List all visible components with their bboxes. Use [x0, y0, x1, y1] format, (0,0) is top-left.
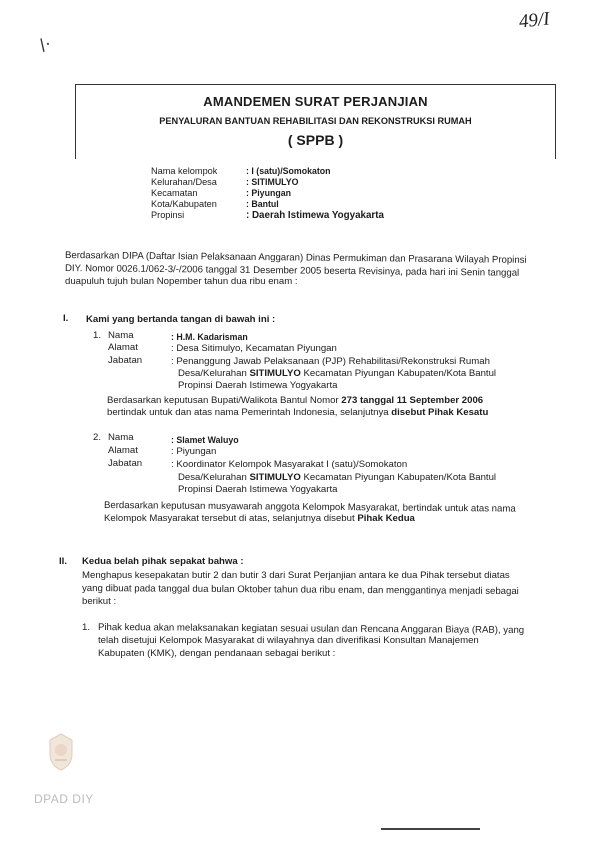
party-1-jabatan-line-2: Desa/Kelurahan SITIMULYO Kecamatan Piyungan Kabupaten/Kota Bantul — [178, 368, 497, 379]
party-2-jabatan-label: Jabatan — [108, 458, 143, 469]
document-subtitle: PENYALURAN BANTUAN REHABILITASI DAN REKONSTRUKSI RUMAH — [159, 116, 472, 126]
identity-label: Nama kelompok — [151, 166, 218, 176]
identity-label: Propinsi — [151, 210, 185, 220]
party-1-alamat-label: Alamat — [108, 342, 138, 353]
section-1-heading: Kami yang bertanda tangan di bawah ini : — [86, 314, 276, 325]
item-1-line-1: Pihak kedua akan melaksanakan kegiatan sesuai usulan dan Rencana Anggaran Biaya (RAB), yang — [97, 622, 525, 636]
party-2-jabatan-line-2: Desa/Kelurahan SITIMULYO Kecamatan Piyungan Kabupaten/Kota Bantul — [178, 472, 497, 483]
section-1-number: I. — [63, 313, 69, 324]
party-2-jabatan-value: : Koordinator Kelompok Masyarakat I (satu)/Somokaton — [171, 459, 408, 470]
party-2-jabatan-line-3: Propinsi Daerah Istimewa Yogyakarta — [178, 484, 338, 495]
section-2-number: II. — [59, 556, 67, 567]
party-2-basis-line-1: Berdasarkan keputusan musyawarah anggota Kelompok Masyarakat, bertindak untuk atas nama — [103, 500, 516, 515]
document-acronym: ( SPPB ) — [287, 132, 344, 148]
party-1-nama-label: Nama — [108, 330, 134, 341]
party-2-nama-value: : Slamet Waluyo — [171, 435, 239, 445]
identity-label: Kecamatan — [151, 188, 198, 198]
section-2-line-1: Menghapus kesepakatan butir 2 dan butir 3 dari Surat Perjanjian antara ke dua Pihak tersebut diatas — [82, 570, 510, 581]
section-2-line-3: berikut : — [82, 596, 117, 607]
identity-value: : I (satu)/Somokaton — [246, 166, 331, 176]
party-2-alamat-value: : Piyungan — [171, 446, 217, 457]
party-2-alamat-label: Alamat — [108, 445, 138, 456]
party-1-basis-line-1: Berdasarkan keputusan Bupati/Walikota Bantul Nomor 273 tanggal 11 September 2006 — [107, 395, 484, 406]
identity-label: Kelurahan/Desa — [151, 177, 217, 187]
bottom-rule — [381, 828, 480, 830]
intro-line-2: DIY. Nomor 0026.1/062-3/-/2006 tanggal 31 Desember 2005 beserta Revisinya, pada hari ini Senin tanggal — [64, 263, 520, 279]
item-1-line-2: telah disetujui Kelompok Masyarakat di wilayahnya dan diverifikasi Konsultan Manajemen — [98, 635, 479, 646]
identity-value: : Daerah Istimewa Yogyakarta — [246, 210, 384, 221]
dpad-emblem-watermark — [46, 732, 76, 772]
party-1-alamat-value: : Desa Sitimulyo, Kecamatan Piyungan — [171, 343, 337, 354]
party-2-nama-label: Nama — [108, 432, 134, 443]
identity-label: Kota/Kabupaten — [151, 199, 217, 209]
intro-line-1: Berdasarkan DIPA (Daftar Isian Pelaksanaan Anggaran) Dinas Permukiman dan Prasarana Wilayah Propinsi — [64, 250, 527, 266]
identity-value: : SITIMULYO — [246, 177, 299, 187]
corner-pen-mark: /· — [35, 32, 55, 56]
document-header — [75, 84, 556, 159]
identity-value: : Piyungan — [246, 188, 291, 198]
party-1-jabatan-label: Jabatan — [108, 355, 143, 366]
item-1-line-3: Kabupaten (KMK), dengan pendanaan sebagai berikut : — [98, 648, 336, 659]
party-1-jabatan-line-3: Propinsi Daerah Istimewa Yogyakarta — [178, 380, 338, 391]
party-1-basis-line-2: bertindak untuk dan atas nama Pemerintah Indonesia, selanjutnya disebut Pihak Kesatu — [107, 407, 489, 418]
page-number-annotation: 49/I — [517, 8, 551, 33]
dpad-diy-watermark: DPAD DIY — [34, 792, 94, 806]
party-1-nama-value: : H.M. Kadarisman — [171, 332, 248, 342]
section-2-heading: Kedua belah pihak sepakat bahwa : — [82, 556, 244, 567]
party-1-jabatan-value: : Penanggung Jawab Pelaksanaan (PJP) Rehabilitasi/Rekonstruksi Rumah — [171, 356, 490, 367]
document-title: AMANDEMEN SURAT PERJANJIAN — [203, 94, 428, 109]
intro-line-3: duapuluh tujuh bulan Nopember tahun dua ribu enam : — [65, 276, 298, 287]
party-2-basis-line-2: Kelompok Masyarakat tersebut di atas, selanjutnya disebut Pihak Kedua — [104, 513, 415, 524]
party-2-number: 2. — [93, 432, 102, 443]
section-2-line-2: yang dibuat pada tanggal dua bulan Oktober tahun dua ribu enam, dan menggantinya menjadi sebagai — [81, 583, 519, 598]
identity-value: : Bantul — [246, 199, 279, 209]
item-1-number: 1. — [82, 622, 91, 633]
party-1-number: 1. — [93, 330, 102, 341]
